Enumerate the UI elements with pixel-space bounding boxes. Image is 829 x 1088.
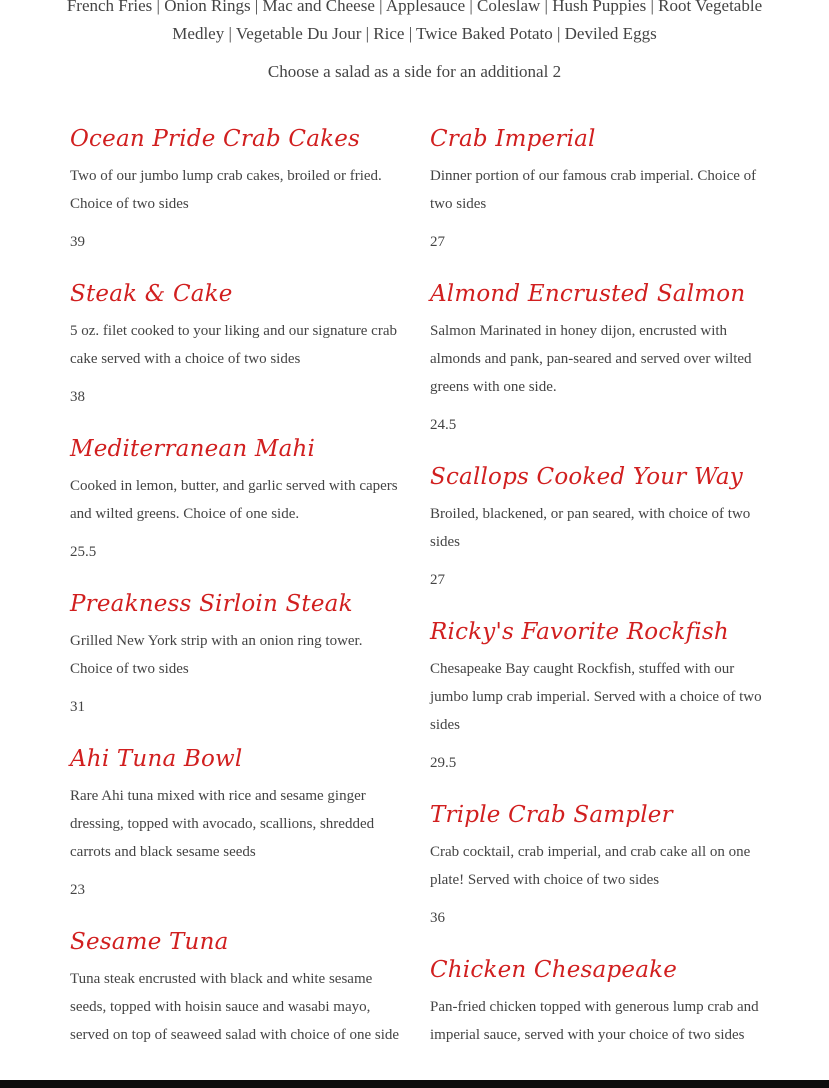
menu-item-description: Broiled, blackened, or pan seared, with choice of two sides (430, 506, 751, 550)
salad-side-note: Choose a salad as a side for an additional 2 (267, 62, 562, 81)
sides-list-line-2: Medley | Vegetable Du Jour | Rice | Twice Baked Potato | Deviled Eggs (172, 24, 657, 43)
menu-item-title: Steak & Cake (70, 281, 233, 307)
menu-item-price: 24.5 (430, 417, 457, 433)
menu-item-title: Scallops Cooked Your Way (430, 464, 743, 490)
menu-item-description: Crab cocktail, crab imperial, and crab cake all on one plate! Served with choice of two sides (430, 844, 751, 888)
menu-item-description: Cooked in lemon, butter, and garlic served with capers and wilted greens. Choice of one side. (70, 478, 398, 522)
menu-item-title: Sesame Tuna (70, 929, 229, 955)
menu-item-description: Pan-fried chicken topped with generous lump crab and imperial sauce, served with your choice of two sides (430, 999, 759, 1043)
menu-item-price: 25.5 (70, 544, 97, 560)
menu-item-title: Ahi Tuna Bowl (70, 746, 243, 772)
menu-item-description: 5 oz. filet cooked to your liking and our signature crab cake served with a choice of two sides (70, 323, 397, 367)
menu-item-title: Triple Crab Sampler (430, 802, 673, 828)
menu-item-title: Mediterranean Mahi (70, 436, 316, 462)
menu-item-description: Dinner portion of our famous crab imperial. Choice of two sides (430, 168, 757, 212)
menu-item-price: 27 (430, 572, 445, 588)
bottom-bar (0, 1080, 829, 1088)
menu-item-description: Grilled New York strip with an onion ring tower. Choice of two sides (70, 633, 363, 677)
menu-item-title: Crab Imperial (430, 126, 596, 152)
menu-item-price: 29.5 (430, 755, 457, 771)
menu-item-title: Chicken Chesapeake (430, 957, 678, 983)
menu-item-title: Ricky's Favorite Rockfish (430, 619, 729, 645)
menu-item-description: Rare Ahi tuna mixed with rice and sesame ginger dressing, topped with avocado, scallions, shredded carrots and black sesame seeds (70, 788, 375, 860)
menu-item-price: 36 (430, 910, 445, 926)
menu-item-price: 38 (70, 389, 85, 405)
menu-item-price: 39 (70, 234, 85, 250)
menu-item-price: 31 (70, 699, 85, 715)
menu-item-price: 27 (430, 234, 445, 250)
menu-item-description: Tuna steak encrusted with black and white sesame seeds, topped with hoisin sauce and wasabi mayo, served on top of seaweed salad with choice of one side (70, 971, 400, 1043)
menu-item-title: Ocean Pride Crab Cakes (70, 126, 361, 152)
menu-item-price: 23 (70, 882, 85, 898)
menu-item-description: Chesapeake Bay caught Rockfish, stuffed with our jumbo lump crab imperial. Served with a choice of two sides (430, 661, 762, 733)
sides-list-line-1: French Fries | Onion Rings | Mac and Cheese | Applesauce | Coleslaw | Hush Puppies | Root Vegetable (66, 0, 763, 15)
menu-item-title: Preakness Sirloin Steak (70, 591, 353, 617)
menu-item-description: Salmon Marinated in honey dijon, encrusted with almonds and pank, pan-seared and served over wilted greens with one side. (430, 323, 752, 395)
menu-item-description: Two of our jumbo lump crab cakes, broiled or fried. Choice of two sides (70, 168, 382, 212)
menu-item-title: Almond Encrusted Salmon (430, 281, 746, 307)
